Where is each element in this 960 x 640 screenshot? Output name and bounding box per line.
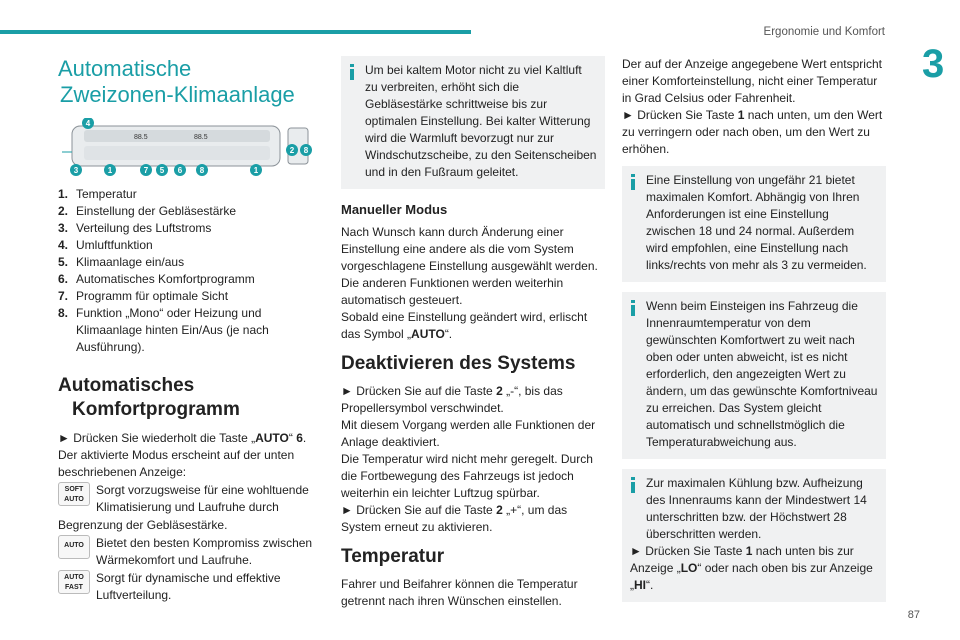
legend-item: 3. Verteilung des Luftstroms	[58, 221, 212, 235]
section-title: Ergonomie und Komfort	[763, 26, 885, 38]
title-line-2: Zweizonen-Klimaanlage	[60, 82, 295, 107]
info-icon	[630, 300, 636, 316]
legend-item: 4. Umluftfunktion	[58, 238, 153, 252]
callout-7: 7	[143, 166, 149, 175]
header-accent-bar	[0, 30, 471, 34]
temperature-heading: Temperatur	[341, 546, 445, 567]
info-icon	[349, 64, 355, 80]
legend-item: 7. Programm für optimale Sicht	[58, 289, 229, 303]
callout-6: 6	[177, 166, 183, 175]
mode-auto-fast: AUTO FAST Sorgt für dynamische und effektive Luftverteilung.	[58, 570, 318, 604]
panel-svg	[62, 118, 312, 176]
panel-right-temp: 88.5	[194, 134, 208, 141]
legend-item: 2. Einstellung der Gebläsestärke	[58, 204, 237, 218]
auto-instruction: ► Drücken Sie wiederholt die Taste „AUTO“ 6.	[58, 431, 307, 445]
callout-2: 2	[289, 146, 295, 155]
manual-mode-heading: Manueller Modus	[341, 202, 448, 217]
info-icon	[630, 174, 636, 190]
chapter-number: 3	[922, 42, 945, 86]
auto-badge: AUTO	[58, 535, 90, 559]
callout-8a: 8	[199, 166, 205, 175]
info-icon	[630, 477, 636, 493]
mode-soft-auto: SOFT AUTO Sorgt vorzugsweise für eine wohltuende Klimatisierung und Laufruhe durch	[58, 482, 318, 516]
auto-description: Der aktivierte Modus erscheint auf der unten beschriebenen Anzeige:	[58, 448, 295, 479]
callout-4: 4	[85, 119, 91, 128]
callout-3: 3	[73, 166, 79, 175]
callout-8b: 8	[303, 146, 309, 155]
legend-item: 5. Klimaanlage ein/aus	[58, 255, 185, 269]
climate-control-panel-illustration	[62, 118, 312, 176]
legend-item: 6. Automatisches Komfortprogramm	[58, 272, 255, 286]
column-1: Automatische Zweizonen-Klimaanlage 88.5 88.5 4 3 1 7 5 6 8 1 2 8 1. Temperatur 2. Einstellung der Gebläsestärke 3. Verteilung des Luftstroms 4. Umluftfunktion 5. Klimaanlage ein/aus 6. Automatisches Komfortprogramm 7. Programm für optimale Sicht 8. Funktion „Mono“ oder Heizung und Klimaanlage hinten Ein/Aus (je nach Ausführung). Automatisches Komfortprogramm ► Drücken Sie wiederholt die Taste „AUTO“ 6. Der aktivierte Modus erscheint auf der unten beschriebenen Anzeige: SOFT AUTO Sorgt vorzugsweise für eine wohltuende Klimatisierung und Laufruhe durch Begrenzung der Gebläsestärke. AUTO Bietet den besten Kompromiss zwischen Wärmekomfort und Laufruhe. AUTO FAST Sorgt für dynamische und effektive Luftverteilung.	[58, 56, 318, 605]
info-box-max-cooling: Zur maximalen Kühlung bzw. Aufheizung des Innenraums kann der Mindestwert 14 unterschritten bzw. der Höchstwert 28 überschritten werden. ► Drücken Sie Taste 1 nach unten bis zur Anzeige „LO“ oder nach oben bis zur Anzeige „HI“.	[622, 469, 886, 602]
deactivate-heading: Deaktivieren des Systems	[341, 353, 576, 374]
callout-5: 5	[159, 166, 165, 175]
column-2: Um bei kaltem Motor nicht zu viel Kaltluft zu verbreiten, erhöht sich die Gebläsestärke schrittweise bis zur optimalen Einstellung. Bei kalter Witterung wird die Warmluft bevorzugt nur zur Windschutzscheibe, zu den Seitenscheiben und in den Fußraum geleitet. Manueller Modus Nach Wunsch kann durch Änderung einer Einstellung eine andere als die vom System vorgeschlagene Einstellung ausgewählt werden. Die anderen Funktionen werden weiterhin automatisch gesteuert. Sobald eine Einstellung geändert wird, erlischt das Symbol „AUTO“. Deaktivieren des Systems ► Drücken Sie auf die Taste 2 „-“, bis das Propellersymbol verschwindet. Mit diesem Vorgang werden alle Funktionen der Anlage deaktiviert. Die Temperatur wird nicht mehr geregelt. Durch die Fortbewegung des Fahrzeugs ist jedoch weiterhin ein leichter Luftzug spürbar. ► Drücken Sie auf die Taste 2 „+“, um das System erneut zu aktivieren. Temperatur Fahrer und Beifahrer können die Temperatur getrennt nach ihren Wünschen einstellen.	[341, 56, 605, 610]
info-box-cold-engine: Um bei kaltem Motor nicht zu viel Kaltluft zu verbreiten, erhöht sich die Gebläsestärke schrittweise bis zur optimalen Einstellung. Bei kalter Witterung wird die Warmluft bevorzugt nur zur Windschutzscheibe, zu den Seitenscheiben und in den Fußraum geleitet.	[341, 56, 605, 189]
info-box-entry-temperature: Wenn beim Einsteigen ins Fahrzeug die Innenraumtemperatur von dem gewünschten Komfortwert zu weit nach oben oder unten abweicht, ist es nicht erforderlich, den angezeigten Wert zu ändern, um das gewünschte Komfortniveau zu erreichen. Das System gleicht automatisch und schnellstmöglich die Temperaturabweichung aus.	[622, 292, 886, 459]
title-line-1: Automatische	[58, 56, 192, 81]
callout-1b: 1	[253, 166, 259, 175]
callout-1a: 1	[107, 166, 113, 175]
soft-auto-badge: SOFT AUTO	[58, 482, 90, 506]
legend-item: 1. Temperatur	[58, 187, 137, 201]
info-box-recommended-setting: Eine Einstellung von ungefähr 21 bietet maximalen Komfort. Abhängig von Ihren Anforderungen ist eine Einstellung zwischen 18 und 24 normal. Außerdem wird empfohlen, eine Einstellung nach links/rechts von mehr als 3 zu vermeiden.	[622, 166, 886, 282]
mode-auto: AUTO Bietet den besten Kompromiss zwischen Wärmekomfort und Laufruhe.	[58, 535, 318, 569]
page-title	[58, 56, 318, 108]
legend-list	[58, 186, 318, 356]
panel-left-temp: 88.5	[134, 134, 148, 141]
auto-program-heading: Automatisches Komfortprogramm	[58, 375, 240, 420]
column-3: Der auf der Anzeige angegebene Wert entspricht einer Komforteinstellung, nicht einer Temperatur in Grad Celsius oder Fahrenheit. ► Drücken Sie Taste 1 nach unten, um den Wert zu verringern oder nach oben, um den Wert zu erhöhen. Eine Einstellung von ungefähr 21 bietet maximalen Komfort. Abhängig von Ihren Anforderungen ist eine Einstellung zwischen 18 und 24 normal. Außerdem wird empfohlen, eine Einstellung nach links/rechts von mehr als 3 zu vermeiden. Wenn beim Einsteigen ins Fahrzeug die Innenraumtemperatur von dem gewünschten Komfortwert zu weit nach oben oder unten abweicht, ist es nicht erforderlich, den angezeigten Wert zu ändern, um das gewünschte Komfortniveau zu erreichen. Das System gleicht automatisch und schnellstmöglich die Temperaturabweichung aus. Zur maximalen Kühlung bzw. Aufheizung des Innenraums kann der Mindestwert 14 unterschritten bzw. der Höchstwert 28 überschritten werden. ► Drücken Sie Taste 1 nach unten bis zur Anzeige „LO“ oder nach oben bis zur Anzeige „HI“.	[622, 56, 886, 612]
legend-item: 8. Funktion „Mono“ oder Heizung und Klimaanlage hinten Ein/Aus (je nach Ausführung).	[58, 306, 269, 354]
page-number: 87	[907, 609, 920, 621]
chapter-tab	[908, 40, 960, 96]
auto-fast-badge: AUTO FAST	[58, 570, 90, 594]
